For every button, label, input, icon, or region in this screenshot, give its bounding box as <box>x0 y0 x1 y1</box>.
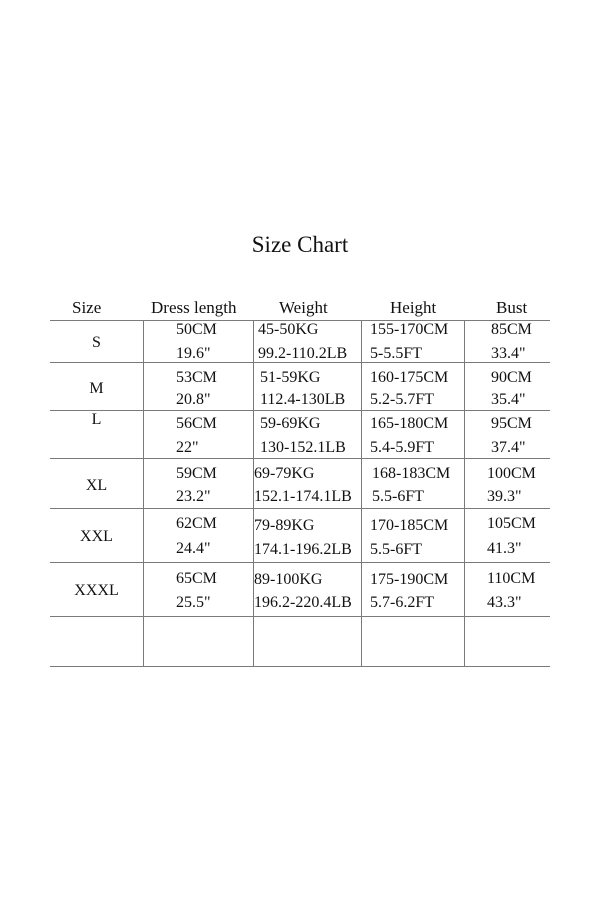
row-divider <box>50 616 550 617</box>
header-bust: Bust <box>496 298 528 317</box>
bust-cm: 105CM <box>487 515 536 532</box>
bust-cm: 100CM <box>487 465 536 482</box>
dress-length-cm: 59CM <box>176 465 217 482</box>
bust-in: 37.4" <box>491 439 526 456</box>
bust-in: 41.3" <box>487 540 522 557</box>
weight-lb: 99.2-110.2LB <box>258 345 348 362</box>
dress-length-cm: 50CM <box>176 321 217 338</box>
bust-in: 35.4" <box>491 391 526 408</box>
bust-in: 43.3" <box>487 594 522 611</box>
dress-length-cm: 62CM <box>176 515 217 532</box>
weight-lb: 112.4-130LB <box>260 391 346 408</box>
height-ft: 5.2-5.7FT <box>370 391 434 408</box>
page-title: Size Chart <box>251 232 349 257</box>
size-label: XXL <box>80 528 113 545</box>
height-cm: 175-190CM <box>370 571 449 588</box>
header-height: Height <box>390 298 437 317</box>
size-chart-table <box>50 296 550 667</box>
height-ft: 5.5-6FT <box>370 541 422 558</box>
header-dress-length: Dress length <box>151 298 237 317</box>
height-ft: 5-5.5FT <box>370 345 422 362</box>
size-label: M <box>89 380 104 397</box>
column-divider <box>361 320 362 666</box>
weight-lb: 130-152.1LB <box>260 439 346 456</box>
dress-length-cm: 53CM <box>176 369 217 386</box>
column-divider <box>464 320 465 666</box>
bust-cm: 90CM <box>491 369 532 386</box>
dress-length-cm: 56CM <box>176 415 217 432</box>
size-label: XL <box>85 477 108 494</box>
weight-lb: 196.2-220.4LB <box>254 594 352 611</box>
bust-in: 39.3" <box>487 488 522 505</box>
dress-length-in: 19.6" <box>176 345 211 362</box>
header-size: Size <box>72 298 102 317</box>
bust-cm: 110CM <box>487 570 536 587</box>
dress-length-in: 24.4" <box>176 540 211 557</box>
dress-length-in: 23.2" <box>176 488 211 505</box>
height-cm: 160-175CM <box>370 369 449 386</box>
height-cm: 155-170CM <box>370 321 449 338</box>
row-divider <box>50 562 550 563</box>
header-weight: Weight <box>279 298 328 317</box>
height-cm: 165-180CM <box>370 415 449 432</box>
dress-length-cm: 65CM <box>176 570 217 587</box>
weight-kg: 69-79KG <box>254 465 315 482</box>
height-ft: 5.7-6.2FT <box>370 594 434 611</box>
size-label: L <box>91 411 102 428</box>
bust-cm: 85CM <box>491 321 532 338</box>
weight-kg: 59-69KG <box>260 415 321 432</box>
height-ft: 5.4-5.9FT <box>370 439 434 456</box>
weight-kg: 51-59KG <box>260 369 321 386</box>
weight-lb: 174.1-196.2LB <box>254 541 352 558</box>
bust-in: 33.4" <box>491 345 526 362</box>
dress-length-in: 20.8" <box>176 391 211 408</box>
size-label: XXXL <box>74 582 119 599</box>
bust-cm: 95CM <box>491 415 532 432</box>
size-label: S <box>92 334 101 351</box>
dress-length-in: 22" <box>176 439 199 456</box>
weight-kg: 45-50KG <box>258 321 319 338</box>
dress-length-in: 25.5" <box>176 594 211 611</box>
height-cm: 170-185CM <box>370 517 449 534</box>
weight-lb: 152.1-174.1LB <box>254 488 352 505</box>
weight-kg: 79-89KG <box>254 517 315 534</box>
column-divider <box>143 320 144 666</box>
weight-kg: 89-100KG <box>254 571 323 588</box>
height-ft: 5.5-6FT <box>372 488 424 505</box>
height-cm: 168-183CM <box>372 465 451 482</box>
row-divider <box>50 666 550 667</box>
